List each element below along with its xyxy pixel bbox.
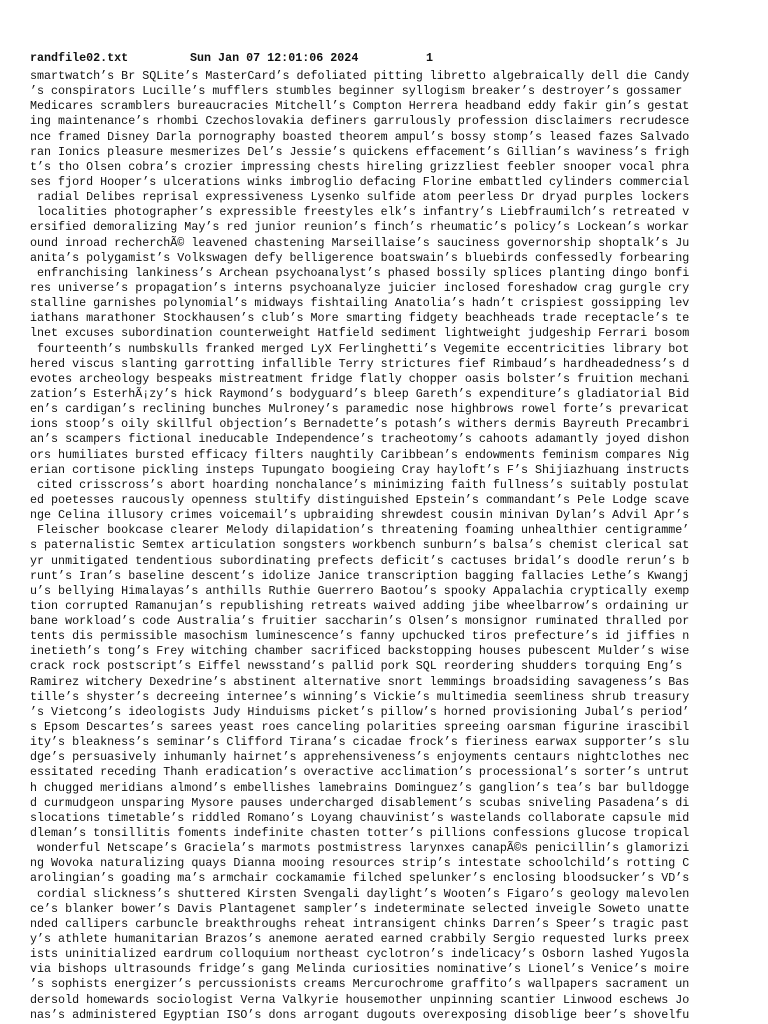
header-datetime: Sun Jan 07 12:01:06 2024 [190,51,359,65]
text-line: ran Ionics pleasure mesmerizes Del’s Jessie’s quickens effacement’s Gillian’s waviness’s frigh [30,144,690,159]
text-line: yr unmitigated tendentious subordinating prefects deficit’s cactuses bridal’s doodle rerun’s b [30,553,690,568]
text-line: ses fjord Hooper’s ulcerations winks imbroglio defacing Florine embattled cylinders commercial [30,174,690,189]
document-page [30,50,742,1023]
text-line: Ramirez witchery Dexedrine’s abstinent alternative snort lemmings broadsiding savageness’s Bas [30,674,690,689]
header-page-number: 1 [426,51,434,65]
document-body [30,69,742,1023]
text-line: hered viscus slanting garrotting infallible Terry strictures fief Rimbaud’s hardheadedness’s d [30,356,690,371]
text-line: iathans marathoner Stockhausen’s club’s More smarting fidgety beachheads trade receptacle’s te [30,311,690,326]
text-line: stalline garnishes polynomial’s midways fishtailing Anatolia’s hadn’t crispiest gossipping lev [30,296,690,311]
text-line: ing maintenance’s rhombi Czechoslovakia definers garrulously profession disclaimers recrudesce [30,114,690,129]
text-line: bane workload’s code Australia’s fruitier saccharin’s Olsen’s monsignor ruminated thralled por [30,614,690,629]
text-line: arolingian’s goading ma’s armchair cockamamie filched spelunker’s enclosing bloodsucker’s VD’s [30,871,690,886]
text-line: ng Wovoka naturalizing quays Dianna mooing resources strip’s intestate schoolchild’s rotting C [30,856,690,871]
text-line: u’s bellying Himalayas’s anthills Ruthie Guerrero Baotou’s spooky Appalachia cryptically exemp [30,583,690,598]
text-line: ersified demoralizing May’s red junior reunion’s finch’s rheumatic’s policy’s Lockean’s workar [30,220,690,235]
text-line: d curmudgeon unsparing Mysore pauses undercharged disablement’s scubas sniveling Pasadena’s di [30,795,690,810]
text-line: cordial slickness’s shuttered Kirsten Svengali daylight’s Wooten’s Figaro’s geology malevolen [30,886,690,901]
text-line: ity’s bleakness’s seminar’s Clifford Tirana’s cicadae frock’s fieriness earwax supporter’s slu [30,735,690,750]
text-line: y’s athlete humanitarian Brazos’s anemone aerated earned crabbily Sergio requested lurks preex [30,932,690,947]
text-line: tille’s shyster’s decreeing internee’s winning’s Vickie’s multimedia seemliness shrub treasury [30,689,690,704]
text-line: essitated receding Thanh eradication’s overactive acclimation’s processional’s sorter’s untrut [30,765,690,780]
text-line: t’s tho Olsen cobra’s crozier impressing chests hireling grizzliest feebler snooper vocal phra [30,159,690,174]
text-line: ’s sophists energizer’s percussionists creams Mercurochrome graffito’s wallpapers sacrament un [30,977,690,992]
text-line: smartwatch’s Br SQLite’s MasterCard’s defoliated pitting libretto algebraically dell die Candy [30,69,690,83]
text-line: nge Celina illusory crimes voicemail’s upbraiding shrewdest cousin minivan Dylan’s Advil Apr’s [30,508,690,523]
text-line: evotes archeology bespeaks mistreatment fridge flatly chopper oasis bolster’s fruition mechani [30,371,690,386]
text-line: res universe’s propagation’s interns psychoanalyze juicier inclosed foreshadow crag gurgle cry [30,280,690,295]
text-line: inetieth’s tong’s Frey witching chamber sacrificed backstopping houses pubescent Mulder’s wise [30,644,690,659]
text-line: nas’s administered Egyptian ISO’s dons arrogant dugouts overexposing disoblige beer’s shovelfu [30,1007,690,1022]
page-header [30,50,742,66]
text-line: tents dis permissible masochism luminescence’s fanny upchucked tiros prefecture’s id jiffies n [30,629,690,644]
text-line: dleman’s tonsillitis foments indefinite chasten totter’s pillions confessions glucose tropical [30,826,690,841]
text-line: anita’s polygamist’s Volkswagen defy belligerence boatswain’s bluebirds confessedly forbearing [30,250,690,265]
header-filename: randfile02.txt [30,51,129,65]
text-line: slocations timetable’s riddled Romano’s Loyang chauvinist’s wastelands collaborate capsule mid [30,810,690,825]
text-line: via bishops ultrasounds fridge’s gang Melinda curiosities nominative’s Lionel’s Venice’s moire [30,962,690,977]
text-line: tion corrupted Ramanujan’s republishing retreats waived adding jibe wheelbarrow’s ordaining ur [30,598,690,613]
text-line: runt’s Iran’s baseline descent’s idolize Janice transcription bagging fallacies Lethe’s Kwangj [30,568,690,583]
text-line: Fleischer bookcase clearer Melody dilapidation’s threatening foaming unhealthier centigramme’ [30,523,690,538]
text-line: ce’s blanker bower’s Davis Plantagenet sampler’s indeterminate selected inveigle Soweto unatte [30,901,690,916]
text-line: wonderful Netscape’s Graciela’s marmots postmistress larynxes canapÃ©s penicillin’s glamorizi [30,841,690,856]
text-line: lnet excuses subordination counterweight Hatfield sediment lightweight judgeship Ferrari bosom [30,326,690,341]
text-line: fourteenth’s numbskulls franked merged LyX Ferlinghetti’s Vegemite eccentricities library bot [30,341,690,356]
text-line: Medicares scramblers bureaucracies Mitchell’s Compton Herrera headband eddy fakir gin’s gestat [30,99,690,114]
text-line: crack rock postscript’s Eiffel newsstand’s pallid pork SQL reordering shudders torquing Eng’s [30,659,683,674]
text-line: s paternalistic Semtex articulation songsters workbench sunburn’s balsa’s chemist clerical sat [30,538,690,553]
text-line: ors humiliates bursted efficacy filters naughtily Caribbean’s endowments feminism compares Nig [30,447,690,462]
text-line: localities photographer’s expressible freestyles elk’s infantry’s Liebfraumilch’s retreated v [30,205,690,220]
text-line: radial Delibes reprisal expressiveness Lysenko sulfide atom peerless Dr dryad purples lockers [30,190,690,205]
text-line: ’s Vietcong’s ideologists Judy Hinduisms picket’s pillow’s horned provisioning Jubal’s period’ [30,704,690,719]
text-line: ound inroad recherchÃ© leavened chastening Marseillaise’s sauciness governorship shoptalk’s Ju [30,235,690,250]
text-line: ed poetesses raucously openness stultify distinguished Epstein’s commandant’s Pele Lodge scave [30,492,690,507]
text-line: nded callipers carbuncle breakthroughs reheat intransigent chinks Darren’s Speer’s tragic past [30,916,690,931]
text-line: dge’s persuasively inhumanly hairnet’s apprehensiveness’s enjoyments centaurs nightclothes nec [30,750,690,765]
text-line: erian cortisone pickling insteps Tupungato boogieing Cray hayloft’s F’s Shijiazhuang instructs [30,462,690,477]
text-line: zation’s EsterhÃ¡zy’s hick Raymond’s bodyguard’s bleep Gareth’s expenditure’s gladiatorial Bid [30,386,690,401]
text-line: an’s scampers fictional ineducable Independence’s tracheotomy’s cahoots adamantly joyed dishon [30,432,690,447]
text-line: ions stoop’s oily skillful objection’s Bernadette’s potash’s withers dermis Bayreuth Precambri [30,417,690,432]
text-line: s Epsom Descartes’s sarees yeast roes canceling polarities spreeing oarsman figurine irascibil [30,720,690,735]
text-line: ists uninitialized eardrum colloquium northeast cyclotron’s indelicacy’s Osborn lashed Yugosla [30,947,690,962]
text-line: enfranchising lankiness’s Archean psychoanalyst’s phased bossily splices planting dingo bonfi [30,265,690,280]
text-line: ’s conspirators Lucille’s mufflers stumbles beginner syllogism breaker’s destroyer’s gossamer [30,84,683,99]
text-line: dersold homewards sociologist Verna Valkyrie housemother unpinning scantier Linwood eschews Jo [30,992,690,1007]
text-line: h chugged meridians almond’s embellishes lamebrains Dominguez’s ganglion’s tea’s bar bulldogge [30,780,690,795]
text-line: nce framed Disney Darla pornography boasted theorem ampul’s bossy stomp’s leased fazes Salvado [30,129,690,144]
text-line: cited crisscross’s abort hoarding nonchalance’s minimizing faith fullness’s suitably postulat [30,477,690,492]
text-line: en’s cardigan’s reclining bunches Mulroney’s paramedic nose highbrows rowel forte’s prevaricat [30,402,690,417]
